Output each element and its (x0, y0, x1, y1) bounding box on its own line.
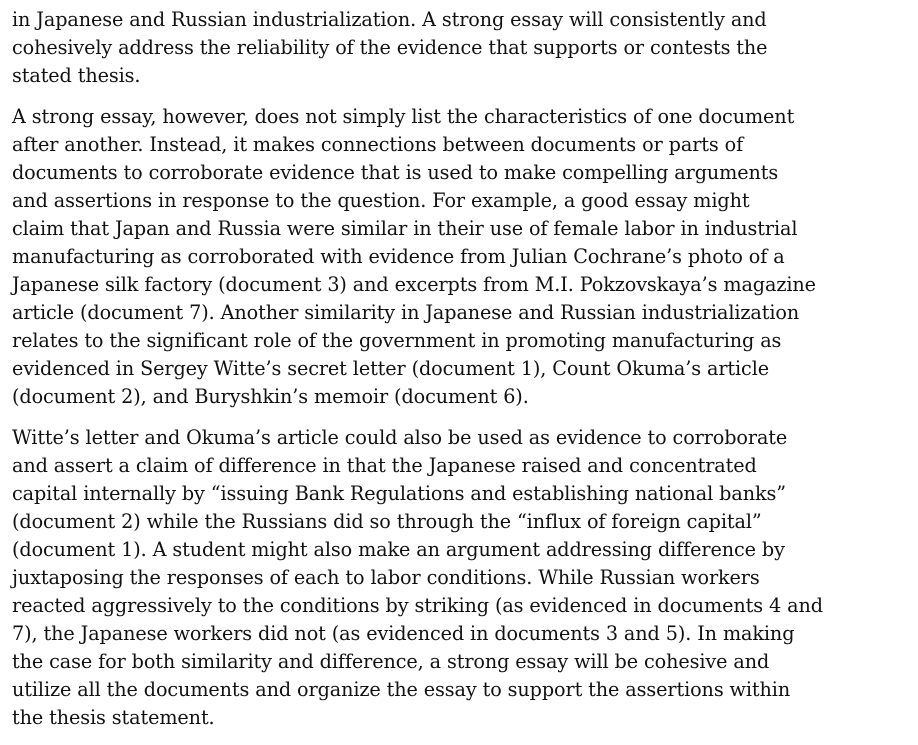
paragraph-line: A strong essay, however, does not simply list the characteristics of one document (12, 105, 795, 128)
paragraph-line: the case for both similarity and difference, a strong essay will be cohesive and (12, 650, 770, 673)
paragraph-line: manufacturing as corroborated with evidence from Julian Cochrane’s photo of a (12, 245, 785, 268)
paragraph-line: capital internally by “issuing Bank Regulations and establishing national banks” (12, 482, 786, 505)
document-body (12, 6, 912, 732)
paragraph-line: stated thesis. (12, 64, 141, 87)
paragraph-line: Witte’s letter and Okuma’s article could also be used as evidence to corroborate (12, 426, 788, 449)
paragraph-line: evidenced in Sergey Witte’s secret letter (document 1), Count Okuma’s article (12, 357, 769, 380)
paragraph-2 (12, 103, 912, 411)
paragraph-3 (12, 424, 912, 732)
paragraph-line: and assertions in response to the question. For example, a good essay might (12, 189, 750, 212)
paragraph-line: article (document 7). Another similarity in Japanese and Russian industrialization (12, 301, 800, 324)
paragraph-line: in Japanese and Russian industrialization. A strong essay will consistently and (12, 8, 767, 31)
paragraph-line: utilize all the documents and organize the essay to support the assertions within (12, 678, 791, 701)
paragraph-line: documents to corroborate evidence that is used to make compelling arguments (12, 161, 779, 184)
paragraph-line: claim that Japan and Russia were similar in their use of female labor in industrial (12, 217, 798, 240)
paragraph-line: relates to the significant role of the government in promoting manufacturing as (12, 329, 782, 352)
paragraph-line: and assert a claim of difference in that the Japanese raised and concentrated (12, 454, 757, 477)
paragraph-line: 7), the Japanese workers did not (as evidenced in documents 3 and 5). In making (12, 622, 795, 645)
paragraph-line: Japanese silk factory (document 3) and excerpts from M.I. Pokzovskaya’s magazine (12, 273, 816, 296)
paragraph-line: the thesis statement. (12, 706, 215, 729)
paragraph-line: juxtaposing the responses of each to labor conditions. While Russian workers (12, 566, 760, 589)
paragraph-line: (document 2) while the Russians did so through the “influx of foreign capital” (12, 510, 762, 533)
paragraph-line: after another. Instead, it makes connections between documents or parts of (12, 133, 744, 156)
paragraph-line: (document 2), and Buryshkin’s memoir (document 6). (12, 385, 529, 408)
paragraph-line: cohesively address the reliability of the evidence that supports or contests the (12, 36, 768, 59)
paragraph-line: (document 1). A student might also make an argument addressing difference by (12, 538, 785, 561)
paragraph-1 (12, 6, 912, 90)
paragraph-line: reacted aggressively to the conditions by striking (as evidenced in documents 4 and (12, 594, 823, 617)
